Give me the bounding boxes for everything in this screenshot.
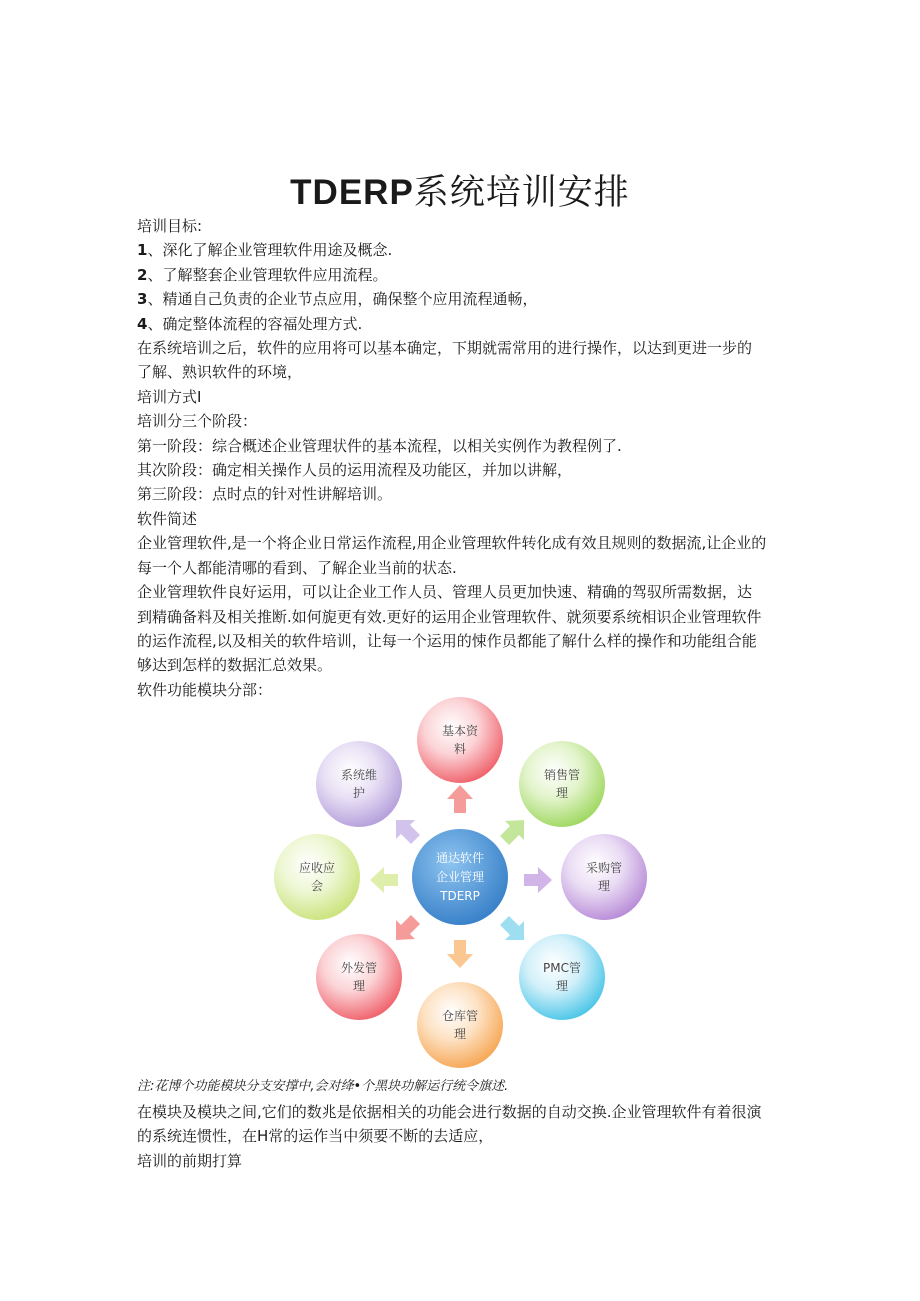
arrow-up-right-icon: [500, 820, 524, 845]
node-label-line2: 理: [597, 879, 611, 893]
node-label-line2: 料: [453, 742, 467, 756]
overview-line: 到精确备料及相关推断.如何旎更有效.更好的运用企业管理软件、就须要系统相识企业管理软件: [137, 607, 762, 626]
modules-heading: 软件功能模块分部：: [137, 680, 273, 699]
module-node-basic-data: [417, 697, 503, 783]
diagram-note: 注:花博个功能模块分支安撑中,会对绛•个黑块功解运行统令旗述.: [137, 1079, 509, 1094]
overview-heading: 软件简述: [137, 509, 198, 528]
center-label-line1: 通达软件: [435, 851, 485, 865]
node-label-line1: 基本资: [441, 724, 479, 738]
arrow-left-icon: [370, 867, 398, 893]
module-node-outsourcing: [316, 934, 402, 1020]
goal-item: [137, 287, 797, 311]
title-latin: TDERP: [290, 173, 414, 212]
module-node-pmc: [519, 934, 605, 1020]
node-label-line2: 理: [352, 979, 366, 993]
overview-line: 的运作流程,以及相关的软件培训，让每一个运用的悚作员都能了解什么样的操作和功能组合能: [137, 631, 757, 650]
method-stage: 第一阶段：综合概述企业管理状件的基本流程，以相关实例作为教程例了.: [137, 436, 622, 455]
goal-text: 、深化了解企业管理软件用途及概念.: [147, 241, 393, 260]
node-label-line1: 仓库管: [441, 1009, 479, 1023]
closing-line: 在模块及模块之间,它们的数兆是依据相关的功能会进行数据的自动交换.企业管理软件有着很演: [137, 1103, 762, 1121]
page-title: [0, 170, 920, 216]
closing-section: [137, 1100, 797, 1173]
goal-number: 4: [137, 314, 148, 333]
goal-number: 1: [137, 241, 148, 260]
method-stage: 其次阶段：确定相关操作人员的运用流程及功能区，并加以讲解，: [137, 461, 573, 480]
method-heading: 培训方式I: [137, 387, 202, 406]
document-body: [137, 214, 797, 702]
node-label-line2: 理: [555, 786, 569, 800]
goal-item: [137, 312, 797, 336]
arrow-down-left-icon: [396, 915, 420, 940]
module-node-receivables: [274, 834, 360, 920]
goal-number: 2: [137, 265, 148, 284]
node-label-line1: 应收应: [298, 861, 336, 875]
node-label-line1: 系统维: [340, 768, 378, 782]
plan-heading: 培训的前期打算: [137, 1151, 243, 1170]
goal-text: 、了解整套企业管理软件应用流程。: [147, 265, 388, 284]
node-label-line2: 会: [310, 879, 324, 893]
title-cjk: 系统培训安排: [413, 173, 630, 213]
goals-summary-line: 在系统培训之后，软件的应用将可以基本确定，下期就需常用的进行操作，以达到更进一步的: [137, 339, 753, 358]
goal-item: [137, 238, 797, 262]
overview-line: 每一个人都能清哪的看到、了解企业当前的状态.: [137, 558, 457, 577]
closing-line: 的系统连惯性，在H常的运作当中须要不断的去适应，: [137, 1127, 494, 1146]
node-label-line1: 外发管: [340, 961, 378, 975]
goals-summary-line: 了解、熟识软件的环境，: [137, 363, 303, 382]
node-label-line1: 采购管: [585, 861, 623, 875]
overview-line: 够达到怎样的数据汇总效果。: [137, 656, 333, 675]
center-label-line3: TDERP: [440, 889, 480, 903]
arrow-right-icon: [524, 867, 552, 893]
arrow-up-left-icon: [396, 820, 420, 844]
node-label-line2: 理: [453, 1027, 467, 1041]
arrow-down-icon: [447, 940, 473, 968]
module-node-sales: [519, 741, 605, 827]
module-node-purchasing: [561, 834, 647, 920]
goal-number: 3: [137, 290, 148, 309]
arrow-down-right-icon: [500, 916, 524, 940]
node-label-line2: 理: [555, 979, 569, 993]
goal-text: 、精通自己负责的企业节点应用，确保整个应用流程通畅，: [147, 290, 538, 309]
module-node-system-maintenance: [316, 741, 402, 827]
node-label-line1: PMC管: [543, 961, 581, 975]
node-label-line2: 护: [352, 786, 366, 800]
center-label-line2: 企业管理: [435, 870, 485, 884]
goals-heading: 培训目标:: [137, 217, 203, 235]
module-diagram-svg: [262, 690, 662, 1075]
goal-item: [137, 263, 797, 287]
goal-text: 、确定整体流程的容福处理方式.: [147, 314, 363, 333]
method-stage: 第三阶段：点时点的针对性讲解培训。: [137, 485, 393, 504]
module-diagram: [262, 690, 662, 1075]
node-label-line1: 销售管: [543, 768, 581, 782]
arrow-up-icon: [447, 785, 473, 813]
overview-line: 企业管理软件,是一个将企业日常运作流程,用企业管理软件转化成有效且规则的数据流,让企业的: [137, 534, 767, 553]
overview-line: 企业管理软件良好运用，可以让企业工作人员、管理人员更加快速、精确的驾驭所需数据，达: [137, 583, 753, 602]
method-intro: 培训分三个阶段：: [137, 412, 258, 431]
module-node-warehouse: [417, 982, 503, 1068]
